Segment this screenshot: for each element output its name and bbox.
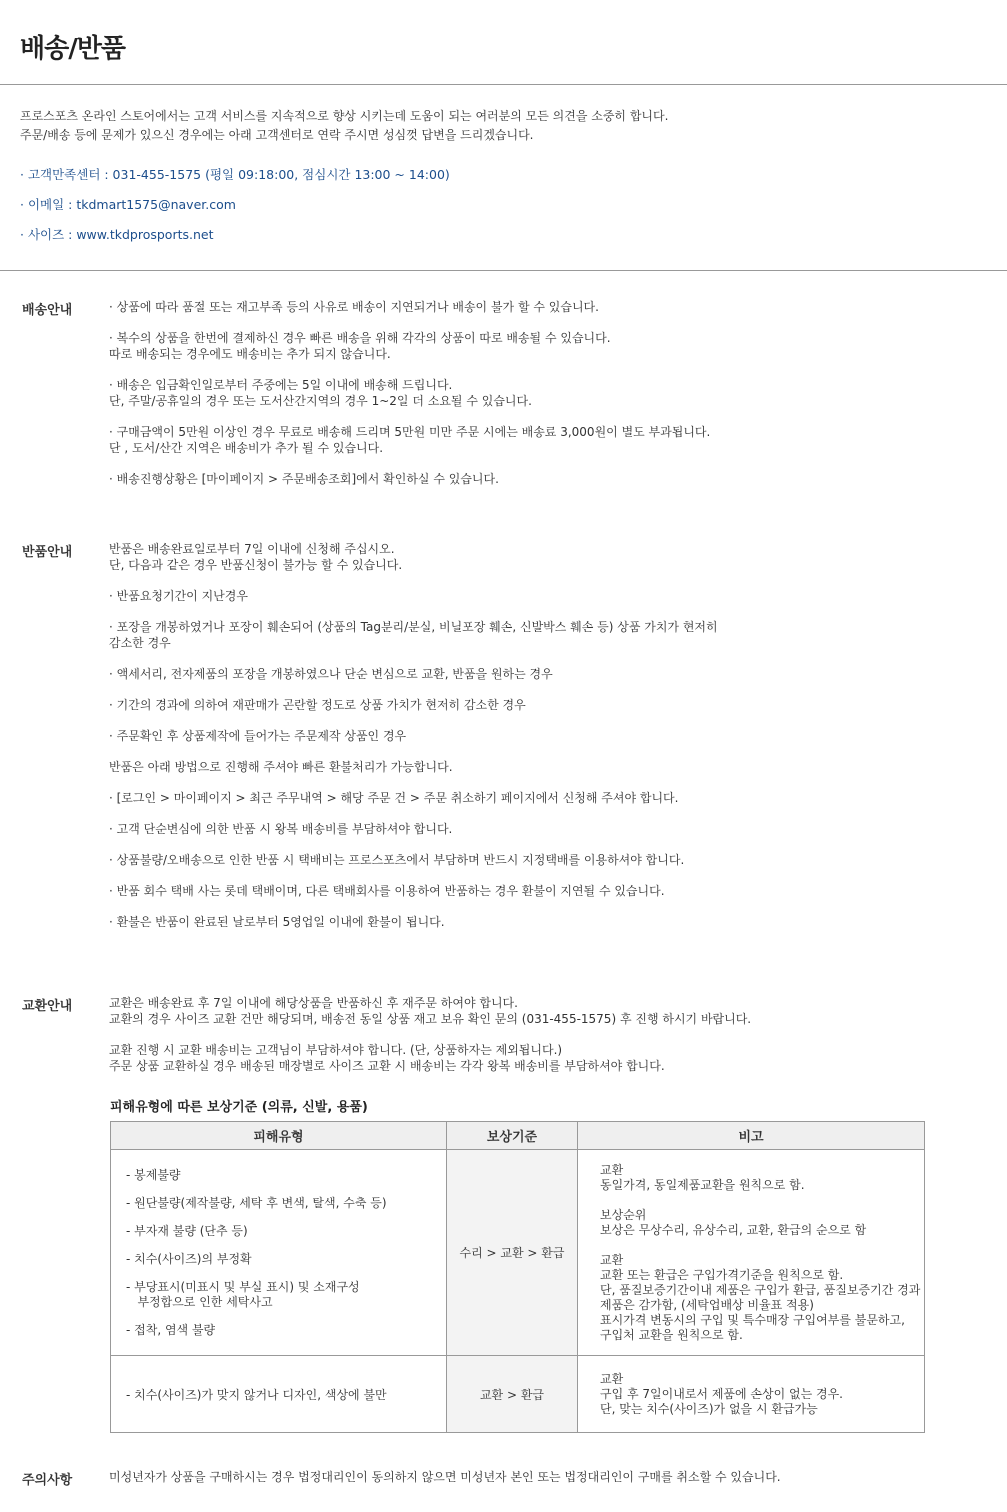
table-row [111, 1150, 925, 1356]
remark-line: 동일가격, 동일제품교환을 원칙으로 함. [600, 1177, 805, 1192]
divider [0, 270, 1007, 271]
returns-line: · 고객 단순변심에 의한 반품 시 왕복 배송비를 부담하셔야 합니다. [109, 822, 453, 836]
remark-block [600, 1372, 924, 1417]
returns-line: · 주문확인 후 상품제작에 들어가는 주문제작 상품인 경우 [109, 729, 407, 743]
remarks-cell [578, 1150, 925, 1356]
returns-line: · 기간의 경과에 의하여 재판매가 곤란할 정도로 상품 가치가 현저히 감소한 경우 [109, 698, 526, 712]
damage-type-line: - 부당표시(미표시 및 부실 표시) 및 소재구성 [126, 1279, 360, 1294]
column-header: 피해유형 [111, 1122, 447, 1150]
column-header: 보상기준 [447, 1122, 578, 1150]
damage-type-item: - 접착, 염색 불량 [126, 1322, 216, 1337]
remark-line: 교환 [600, 1162, 624, 1177]
intro-line: 주문/배송 등에 문제가 있으신 경우에는 아래 고객센터로 연락 주시면 성심껏 답변을 드리겠습니다. [20, 128, 534, 142]
caution-text: 미성년자가 상품을 구매하시는 경우 법정대리인이 동의하지 않으면 미성년자 본인 또는 법정대리인이 구매를 취소할 수 있습니다. [109, 1470, 781, 1484]
damage-type-item: - 부자재 불량 (단추 등) [126, 1223, 248, 1238]
shipping-line: · 구매금액이 5만원 이상인 경우 무료로 배송해 드리며 5만원 미만 주문 시에는 배송료 3,000원이 별도 부과됩니다. [109, 425, 711, 439]
exchange-label: 교환안내 [22, 999, 73, 1014]
damage-type-line: 부정합으로 인한 세탁사고 [126, 1294, 273, 1309]
shipping-line: 단, 주말/공휴일의 경우 또는 도서산간지역의 경우 1~2일 더 소요될 수 있습니다. [109, 394, 532, 408]
damage-type-item: - 치수(사이즈)의 부정확 [126, 1251, 252, 1266]
returns-line: · 반품요청기간이 지난경우 [109, 589, 248, 603]
contact-site[interactable]: · 사이즈 : www.tkdprosports.net [20, 227, 214, 242]
returns-line: · 환불은 반품이 완료된 날로부터 5영업일 이내에 환불이 됩니다. [109, 915, 445, 929]
remark-block [600, 1163, 924, 1193]
remark-line: 보상은 무상수리, 유상수리, 교환, 환급의 순으로 함 [600, 1222, 867, 1237]
returns-line: · 액세서리, 전자제품의 포장을 개봉하였으나 단순 변심으로 교환, 반품을 원하는 경우 [109, 667, 553, 681]
remarks-cell [578, 1356, 925, 1433]
remark-block [600, 1208, 924, 1238]
returns-line: 감소한 경우 [109, 636, 171, 650]
returns-line: 반품은 배송완료일로부터 7일 이내에 신청해 주십시오. [109, 542, 395, 556]
shipping-line: · 복수의 상품을 한번에 결제하신 경우 빠른 배송을 위해 각각의 상품이 따로 배송될 수 있습니다. [109, 331, 611, 345]
table-header-row [111, 1122, 925, 1150]
compensation-standard-cell: 교환 > 환급 [447, 1356, 578, 1433]
remark-line: 단, 맞는 치수(사이즈)가 없을 시 환급가능 [600, 1401, 818, 1416]
compensation-standard-cell: 수리 > 교환 > 환급 [447, 1150, 578, 1356]
shipping-line: 단 , 도서/산간 지역은 배송비가 추가 될 수 있습니다. [109, 441, 384, 455]
divider [0, 84, 1007, 85]
returns-line: · 포장을 개봉하였거나 포장이 훼손되어 (상품의 Tag분리/분실, 비닐포장 훼손, 신발박스 훼손 등) 상품 가치가 현저히 [109, 620, 718, 634]
remark-line: 구입 후 7일이내로서 제품에 손상이 없는 경우. [600, 1386, 843, 1401]
remark-line: 교환 [600, 1371, 624, 1386]
shipping-label: 배송안내 [22, 303, 73, 318]
intro-text [20, 107, 668, 145]
caution-label: 주의사항 [22, 1473, 73, 1488]
returns-line: 반품은 아래 방법으로 진행해 주셔야 빠른 환불처리가 가능합니다. [109, 760, 453, 774]
shipping-line: 따로 배송되는 경우에도 배송비는 추가 되지 않습니다. [109, 347, 391, 361]
remark-line: 구입처 교환을 원칙으로 함. [600, 1327, 743, 1342]
remark-line: 교환 또는 환급은 구입가격기준을 원칙으로 함. [600, 1267, 844, 1282]
column-header: 비고 [578, 1122, 925, 1150]
remark-line: 단, 품질보증기간이내 제품은 구입가 환급, 품질보증기간 경과 [600, 1282, 921, 1297]
damage-type-item: - 봉제불량 [126, 1167, 181, 1182]
exchange-line: 교환의 경우 사이즈 교환 건만 해당되며, 배송전 동일 상품 재고 보유 확인 문의 (031-455-1575) 후 진행 하시기 바랍니다. [109, 1012, 752, 1026]
returns-label: 반품안내 [22, 545, 73, 560]
compensation-table [110, 1121, 925, 1433]
returns-line: · 상품불량/오배송으로 인한 반품 시 택배비는 프로스포츠에서 부담하며 반드시 지정택배를 이용하셔야 합니다. [109, 853, 685, 867]
remark-line: 표시가격 변동시의 구입 및 특수매장 구입여부를 불문하고, [600, 1312, 905, 1327]
returns-line: · [로그인 > 마이페이지 > 최근 주무내역 > 해당 주문 건 > 주문 취소하기 페이지에서 신청해 주셔야 합니다. [109, 791, 679, 805]
remark-line: 보상순위 [600, 1207, 647, 1222]
exchange-line: 교환 진행 시 교환 배송비는 고객님이 부담하셔야 합니다. (단, 상품하자는 제외됩니다.) [109, 1043, 563, 1057]
remark-line: 교환 [600, 1252, 624, 1267]
returns-line: 단, 다음과 같은 경우 반품신청이 불가능 할 수 있습니다. [109, 558, 403, 572]
shipping-line: · 상품에 따라 품절 또는 재고부족 등의 사유로 배송이 지연되거나 배송이 불가 할 수 있습니다. [109, 300, 599, 314]
compensation-table-title: 피해유형에 따른 보상기준 (의류, 신발, 용품) [110, 1100, 368, 1115]
returns-line: · 반품 회수 택배 사는 롯데 택배이며, 다른 택배회사를 이용하여 반품하는 경우 환불이 지연될 수 있습니다. [109, 884, 665, 898]
exchange-line: 주문 상품 교환하실 경우 배송된 매장별로 사이즈 교환 시 배송비는 각각 왕복 배송비를 부담하셔야 합니다. [109, 1059, 665, 1073]
damage-type-item: - 원단불량(제작불량, 세탁 후 변색, 탈색, 수축 등) [126, 1195, 387, 1210]
shipping-line: · 배송진행상황은 [마이페이지 > 주문배송조회]에서 확인하실 수 있습니다. [109, 472, 499, 486]
remark-line: 제품은 감가함, (세탁업배상 비율표 적용) [600, 1297, 814, 1312]
intro-line: 프로스포츠 온라인 스토어에서는 고객 서비스를 지속적으로 향상 시키는데 도움이 되는 여러분의 모든 의견을 소중히 합니다. [20, 109, 669, 123]
damage-type-cell [111, 1150, 447, 1356]
contact-center: · 고객만족센터 : 031-455-1575 (평일 09:18:00, 점심시간 13:00 ~ 14:00) [20, 167, 450, 182]
table-row [111, 1356, 925, 1433]
exchange-line: 교환은 배송완료 후 7일 이내에 해당상품을 반품하신 후 재주문 하여야 합니다. [109, 996, 518, 1010]
damage-type-item [126, 1280, 446, 1310]
damage-type-cell: - 치수(사이즈)가 맞지 않거나 디자인, 색상에 불만 [111, 1356, 447, 1433]
page-title: 배송/반품 [20, 34, 125, 64]
shipping-line: · 배송은 입금확인일로부터 주중에는 5일 이내에 배송해 드립니다. [109, 378, 453, 392]
remark-block [600, 1253, 924, 1343]
contact-email[interactable]: · 이메일 : tkdmart1575@naver.com [20, 197, 236, 212]
